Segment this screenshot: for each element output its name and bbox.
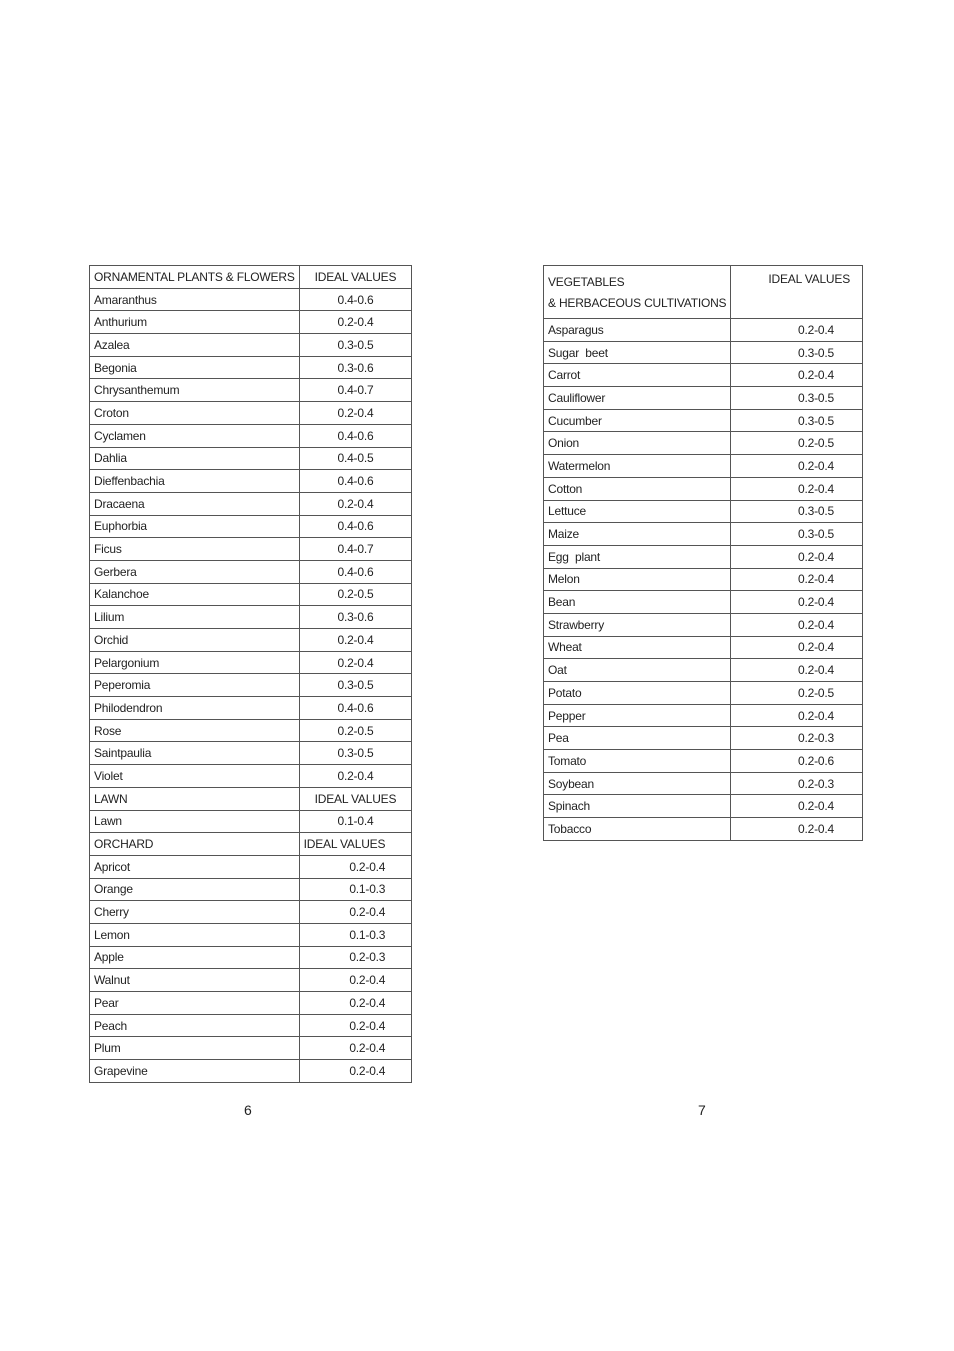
table-row [90,992,412,1015]
section-header-row [90,787,412,810]
section-header-value: IDEAL VALUES [299,787,412,810]
plant-name: Amaranthus [90,288,300,311]
table-row [544,341,863,364]
plant-name: Begonia [90,356,300,379]
plant-name: Pear [90,992,300,1015]
table-row [544,818,863,841]
table-row [544,364,863,387]
ideal-value: 0.2-0.4 [299,1060,412,1083]
ideal-value: 0.3-0.5 [731,387,863,410]
ideal-value: 0.4-0.6 [299,560,412,583]
crop-name: Maize [544,523,731,546]
ideal-value: 0.2-0.4 [731,613,863,636]
vegetables-header-row [544,266,863,319]
table-row [544,659,863,682]
ideal-value: 0.2-0.4 [731,704,863,727]
ideal-value: 0.2-0.4 [299,1014,412,1037]
table-row [544,523,863,546]
table-row [90,651,412,674]
ideal-value: 0.2-0.4 [299,969,412,992]
ideal-value: 0.2-0.4 [299,311,412,334]
crop-name: Pea [544,727,731,750]
vegetables-header-value: IDEAL VALUES [731,266,863,319]
ideal-value: 0.4-0.6 [299,697,412,720]
table-row [90,878,412,901]
table-row [544,772,863,795]
ideal-value: 0.3-0.5 [731,409,863,432]
plant-name: Apple [90,946,300,969]
table-row [544,727,863,750]
crop-name: Tobacco [544,818,731,841]
table-row [90,674,412,697]
table-row [544,636,863,659]
right-table-body [544,266,863,841]
ideal-value: 0.2-0.4 [299,492,412,515]
section-header-value: IDEAL VALUES [299,833,412,856]
section-header-name: LAWN [90,787,300,810]
crop-name: Asparagus [544,319,731,342]
table-row [90,311,412,334]
table-row [90,810,412,833]
section-header-row [90,266,412,289]
table-row [544,432,863,455]
table-row [544,682,863,705]
table-row [90,447,412,470]
crop-name: Cauliflower [544,387,731,410]
table-row [544,455,863,478]
plant-name: Ficus [90,538,300,561]
left-table-body [90,266,412,1083]
ideal-value: 0.2-0.4 [731,545,863,568]
table-row [90,379,412,402]
vegetables-header-name [544,266,731,319]
ideal-value: 0.1-0.3 [299,923,412,946]
ideal-value: 0.2-0.5 [299,719,412,742]
table-row [90,923,412,946]
ideal-value: 0.2-0.4 [731,568,863,591]
crop-name: Lettuce [544,500,731,523]
crop-name: Egg plant [544,545,731,568]
table-row [90,765,412,788]
plant-name: Saintpaulia [90,742,300,765]
ideal-value: 0.3-0.6 [299,356,412,379]
ideal-value: 0.2-0.5 [731,432,863,455]
ideal-value: 0.2-0.3 [731,727,863,750]
crop-name: Melon [544,568,731,591]
ideal-value: 0.2-0.4 [299,901,412,924]
crop-name: Sugar beet [544,341,731,364]
ornamental-lawn-orchard-table [89,265,412,1083]
crop-name: Watermelon [544,455,731,478]
ideal-value: 0.2-0.5 [731,682,863,705]
ideal-value: 0.3-0.5 [731,341,863,364]
ideal-value: 0.2-0.4 [299,992,412,1015]
ideal-value: 0.2-0.4 [731,818,863,841]
plant-name: Croton [90,402,300,425]
ideal-value: 0.1-0.4 [299,810,412,833]
plant-name: Dieffenbachia [90,470,300,493]
table-row [90,901,412,924]
ideal-value: 0.2-0.4 [299,651,412,674]
crop-name: Cotton [544,477,731,500]
ideal-value: 0.3-0.6 [299,606,412,629]
plant-name: Dracaena [90,492,300,515]
ideal-value: 0.2-0.4 [731,477,863,500]
table-row [90,946,412,969]
ideal-value: 0.2-0.5 [299,583,412,606]
plant-name: Walnut [90,969,300,992]
crop-name: Oat [544,659,731,682]
ideal-value: 0.4-0.7 [299,379,412,402]
table-row [90,356,412,379]
plant-name: Lawn [90,810,300,833]
table-row [90,424,412,447]
vegetables-header-line2: & HERBACEOUS CULTIVATIONS [548,296,727,310]
ideal-value: 0.4-0.7 [299,538,412,561]
plant-name: Azalea [90,334,300,357]
ideal-value: 0.2-0.4 [299,1037,412,1060]
table-row [544,613,863,636]
table-row [90,583,412,606]
plant-name: Rose [90,719,300,742]
plant-name: Kalanchoe [90,583,300,606]
ideal-value: 0.2-0.3 [299,946,412,969]
table-row [90,719,412,742]
table-row [90,697,412,720]
ideal-value: 0.3-0.5 [299,674,412,697]
plant-name: Plum [90,1037,300,1060]
ideal-value: 0.3-0.5 [731,523,863,546]
plant-name: Pelargonium [90,651,300,674]
ideal-value: 0.2-0.4 [299,402,412,425]
table-row [90,1037,412,1060]
table-row [90,629,412,652]
ideal-value: 0.1-0.3 [299,878,412,901]
ideal-value: 0.3-0.5 [731,500,863,523]
ideal-value: 0.2-0.4 [731,455,863,478]
plant-name: Orange [90,878,300,901]
table-row [544,319,863,342]
table-row [544,704,863,727]
table-row [90,1060,412,1083]
table-row [544,545,863,568]
ideal-value: 0.2-0.6 [731,750,863,773]
page-number-left: 6 [244,1102,252,1118]
plant-name: Peperomia [90,674,300,697]
section-header-row [90,833,412,856]
table-row [544,387,863,410]
table-row [90,1014,412,1037]
ideal-value: 0.2-0.4 [731,795,863,818]
plant-name: Gerbera [90,560,300,583]
plant-name: Violet [90,765,300,788]
ideal-value: 0.4-0.6 [299,470,412,493]
ideal-value: 0.3-0.5 [299,742,412,765]
table-row [90,334,412,357]
plant-name: Dahlia [90,447,300,470]
table-row [544,795,863,818]
section-header-name: ORNAMENTAL PLANTS & FLOWERS [90,266,300,289]
crop-name: Onion [544,432,731,455]
table-row [544,500,863,523]
table-row [90,606,412,629]
page-number-right: 7 [698,1102,706,1118]
table-row [90,742,412,765]
table-row [544,409,863,432]
plant-name: Chrysanthemum [90,379,300,402]
ideal-value: 0.4-0.6 [299,288,412,311]
crop-name: Soybean [544,772,731,795]
ideal-value: 0.2-0.4 [299,629,412,652]
plant-name: Euphorbia [90,515,300,538]
table-row [544,750,863,773]
table-row [90,515,412,538]
crop-name: Cucumber [544,409,731,432]
crop-name: Bean [544,591,731,614]
vegetables-table [543,265,863,841]
ideal-value: 0.3-0.5 [299,334,412,357]
table-row [90,288,412,311]
crop-name: Pepper [544,704,731,727]
crop-name: Strawberry [544,613,731,636]
plant-name: Philodendron [90,697,300,720]
table-row [90,969,412,992]
crop-name: Tomato [544,750,731,773]
ideal-value: 0.2-0.4 [299,765,412,788]
table-row [90,560,412,583]
plant-name: Cherry [90,901,300,924]
crop-name: Wheat [544,636,731,659]
ideal-value: 0.2-0.4 [731,636,863,659]
table-row [90,470,412,493]
vegetables-header-line1: VEGETABLES [548,275,625,289]
section-header-name: ORCHARD [90,833,300,856]
plant-name: Orchid [90,629,300,652]
ideal-value: 0.2-0.4 [299,855,412,878]
ideal-value: 0.4-0.5 [299,447,412,470]
ideal-value: 0.2-0.4 [731,364,863,387]
table-row [544,477,863,500]
plant-name: Peach [90,1014,300,1037]
crop-name: Carrot [544,364,731,387]
ideal-value: 0.4-0.6 [299,424,412,447]
ideal-value: 0.2-0.4 [731,319,863,342]
ideal-value: 0.2-0.3 [731,772,863,795]
plant-name: Anthurium [90,311,300,334]
table-row [90,402,412,425]
plant-name: Lilium [90,606,300,629]
plant-name: Cyclamen [90,424,300,447]
table-row [90,538,412,561]
table-row [544,591,863,614]
table-row [90,855,412,878]
table-row [90,492,412,515]
ideal-value: 0.2-0.4 [731,591,863,614]
ideal-value: 0.2-0.4 [731,659,863,682]
plant-name: Apricot [90,855,300,878]
crop-name: Spinach [544,795,731,818]
section-header-value: IDEAL VALUES [299,266,412,289]
crop-name: Potato [544,682,731,705]
table-row [544,568,863,591]
ideal-value: 0.4-0.6 [299,515,412,538]
plant-name: Grapevine [90,1060,300,1083]
plant-name: Lemon [90,923,300,946]
